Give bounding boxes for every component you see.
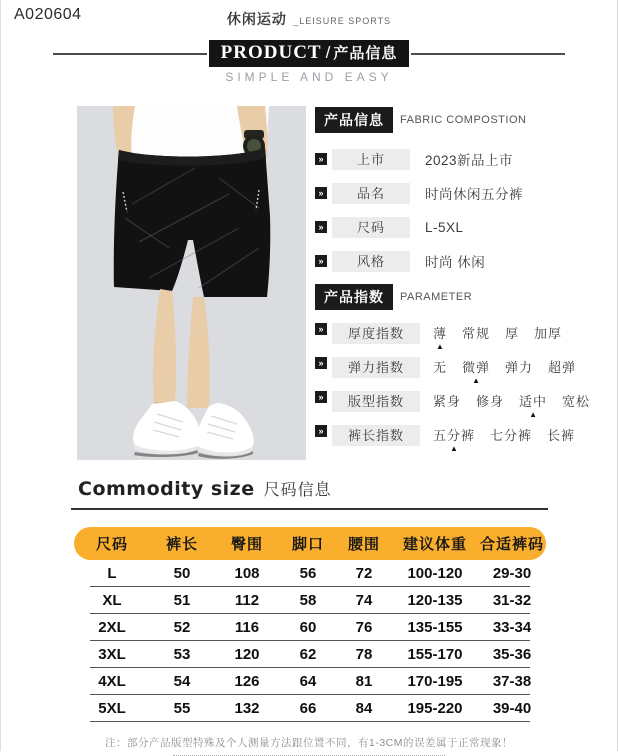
cell: XL <box>102 592 122 609</box>
banner-title-en: PRODUCT <box>220 42 322 63</box>
param-label: 版型指数 <box>332 391 420 412</box>
parameter-section-header <box>315 284 615 310</box>
cell: 84 <box>355 700 373 717</box>
cell: 29-30 <box>492 565 532 582</box>
param-option: 超弹 <box>548 360 577 375</box>
param-options <box>433 391 590 420</box>
fabric-badge: 产品信息 <box>315 107 393 133</box>
spec-row-launch <box>315 148 615 170</box>
selection-arrow-icon: ▲ <box>529 410 537 419</box>
param-option: 弹力 <box>505 360 534 375</box>
bullet-arrow-icon: » <box>315 425 327 437</box>
cell: 72 <box>355 565 373 582</box>
spec-row-name <box>315 182 615 204</box>
cell: 62 <box>299 646 317 663</box>
cell: 4XL <box>98 673 126 690</box>
bullet-arrow-icon: » <box>315 187 327 199</box>
bullet-arrow-icon: » <box>315 357 327 369</box>
cell: 53 <box>173 646 191 663</box>
size-table-header <box>74 527 546 560</box>
spec-value: 2023新品上市 <box>425 153 514 168</box>
size-heading-rule <box>71 508 548 510</box>
cell: 58 <box>299 592 317 609</box>
param-label: 厚度指数 <box>332 323 420 344</box>
banner-left-rule <box>53 53 207 55</box>
param-row-thickness <box>315 323 615 353</box>
param-row-length <box>315 425 615 455</box>
col-header: 腰围 <box>347 536 380 553</box>
cell: 135-155 <box>407 619 463 636</box>
brand-name-en: _LEISURE SPORTS <box>293 16 392 26</box>
size-heading-cn: 尺码信息 <box>263 482 332 499</box>
cell: 155-170 <box>407 646 463 663</box>
size-section-heading <box>1 477 617 500</box>
param-options <box>433 323 562 352</box>
cell: 120 <box>234 646 260 663</box>
banner-right-rule <box>411 53 565 55</box>
col-header: 尺码 <box>95 536 128 553</box>
selection-arrow-icon: ▲ <box>436 342 444 351</box>
param-option: 修身 <box>476 394 505 409</box>
param-row-stretch <box>315 357 615 387</box>
fabric-badge-en: FABRIC COMPOSTION <box>400 114 527 126</box>
spec-value: L-5XL <box>425 219 464 235</box>
spec-label: 尺码 <box>332 217 410 238</box>
brand-name-cn: 休闲运动 <box>226 11 287 27</box>
cell: 116 <box>234 619 260 636</box>
param-label: 裤长指数 <box>332 425 420 446</box>
spec-value: 时尚休闲五分裤 <box>425 187 523 202</box>
param-option: 微弹 ▲ <box>462 360 491 385</box>
banner-slash: / <box>325 43 331 62</box>
table-row <box>74 641 546 668</box>
cell: 78 <box>355 646 373 663</box>
cell: 66 <box>299 700 317 717</box>
cell: 5XL <box>98 700 126 717</box>
param-option: 无 <box>433 360 448 375</box>
parameter-badge-en: PARAMETER <box>400 291 473 303</box>
param-label: 弹力指数 <box>332 357 420 378</box>
table-row <box>74 668 546 695</box>
measurement-note: 注：部分产品版型特殊及个人测量方法跟位置不同，有1-3CM的误差属于正常现象！ <box>104 737 513 749</box>
param-option: 长裤 <box>547 428 576 443</box>
param-options <box>433 357 576 386</box>
spec-column <box>315 106 615 460</box>
banner-title-cn: 产品信息 <box>333 45 398 62</box>
size-table <box>74 527 546 722</box>
param-option: 五分裤 ▲ <box>433 428 476 453</box>
cell: 112 <box>234 592 260 609</box>
cell: 132 <box>234 700 260 717</box>
brand-lockup <box>1 0 617 29</box>
cell: 55 <box>173 700 191 717</box>
table-row <box>74 560 546 587</box>
spec-value: 时尚 休闲 <box>425 255 486 270</box>
spec-label: 上市 <box>332 149 410 170</box>
spec-label: 风格 <box>332 251 410 272</box>
product-info-section <box>1 106 617 460</box>
cell: L <box>107 565 117 582</box>
product-photo <box>77 106 306 460</box>
param-option: 加厚 <box>534 326 563 341</box>
cell: 50 <box>173 565 191 582</box>
cell: 76 <box>355 619 373 636</box>
parameter-rows <box>315 323 615 455</box>
col-header: 建议体重 <box>402 536 467 553</box>
cell: 3XL <box>98 646 126 663</box>
cell: 120-135 <box>407 592 463 609</box>
spec-label: 品名 <box>332 183 410 204</box>
cell: 195-220 <box>407 700 463 717</box>
banner-subtitle: SIMPLE AND EASY <box>225 70 393 84</box>
sku-code: A020604 <box>14 6 82 23</box>
table-row <box>74 587 546 614</box>
bullet-arrow-icon: » <box>315 255 327 267</box>
product-banner <box>53 40 565 67</box>
cell: 35-36 <box>492 646 532 663</box>
col-header: 合适裤码 <box>479 536 544 553</box>
cell: 2XL <box>98 619 126 636</box>
selection-arrow-icon: ▲ <box>472 376 480 385</box>
cell: 170-195 <box>407 673 463 690</box>
spec-rows <box>315 148 615 272</box>
table-row <box>74 614 546 641</box>
cell: 31-32 <box>492 592 532 609</box>
bullet-arrow-icon: » <box>315 323 327 335</box>
cell: 81 <box>355 673 373 690</box>
cell: 39-40 <box>492 700 532 717</box>
cell: 126 <box>234 673 260 690</box>
bullet-arrow-icon: » <box>315 391 327 403</box>
bullet-arrow-icon: » <box>315 153 327 165</box>
cell: 60 <box>299 619 317 636</box>
cell: 52 <box>173 619 191 636</box>
col-header: 脚口 <box>291 536 324 553</box>
spec-row-style <box>315 250 615 272</box>
cell: 56 <box>299 565 317 582</box>
param-option: 七分裤 <box>490 428 533 443</box>
cell: 54 <box>173 673 191 690</box>
param-options <box>433 425 575 454</box>
table-row <box>74 695 546 722</box>
param-option: 厚 <box>505 326 520 341</box>
param-row-fit <box>315 391 615 421</box>
col-header: 臀围 <box>230 536 263 553</box>
bullet-arrow-icon: » <box>315 221 327 233</box>
param-option: 薄 ▲ <box>433 326 448 351</box>
cell: 51 <box>173 592 191 609</box>
banner-title-box <box>209 40 410 67</box>
cell: 64 <box>299 673 317 690</box>
cell: 37-38 <box>492 673 532 690</box>
cell: 33-34 <box>492 619 532 636</box>
param-option: 适中 ▲ <box>519 394 548 419</box>
fabric-section-header <box>315 107 615 133</box>
size-heading-en: Commodity size <box>78 478 255 500</box>
param-option: 紧身 <box>433 394 462 409</box>
param-option: 宽松 <box>562 394 591 409</box>
parameter-badge: 产品指数 <box>315 284 393 310</box>
col-header: 裤长 <box>165 536 198 553</box>
top-header <box>1 0 617 34</box>
spec-row-size <box>315 216 615 238</box>
selection-arrow-icon: ▲ <box>450 444 458 453</box>
cell: 108 <box>234 565 260 582</box>
cell: 100-120 <box>407 565 463 582</box>
param-option: 常规 <box>462 326 491 341</box>
cell: 74 <box>355 592 373 609</box>
